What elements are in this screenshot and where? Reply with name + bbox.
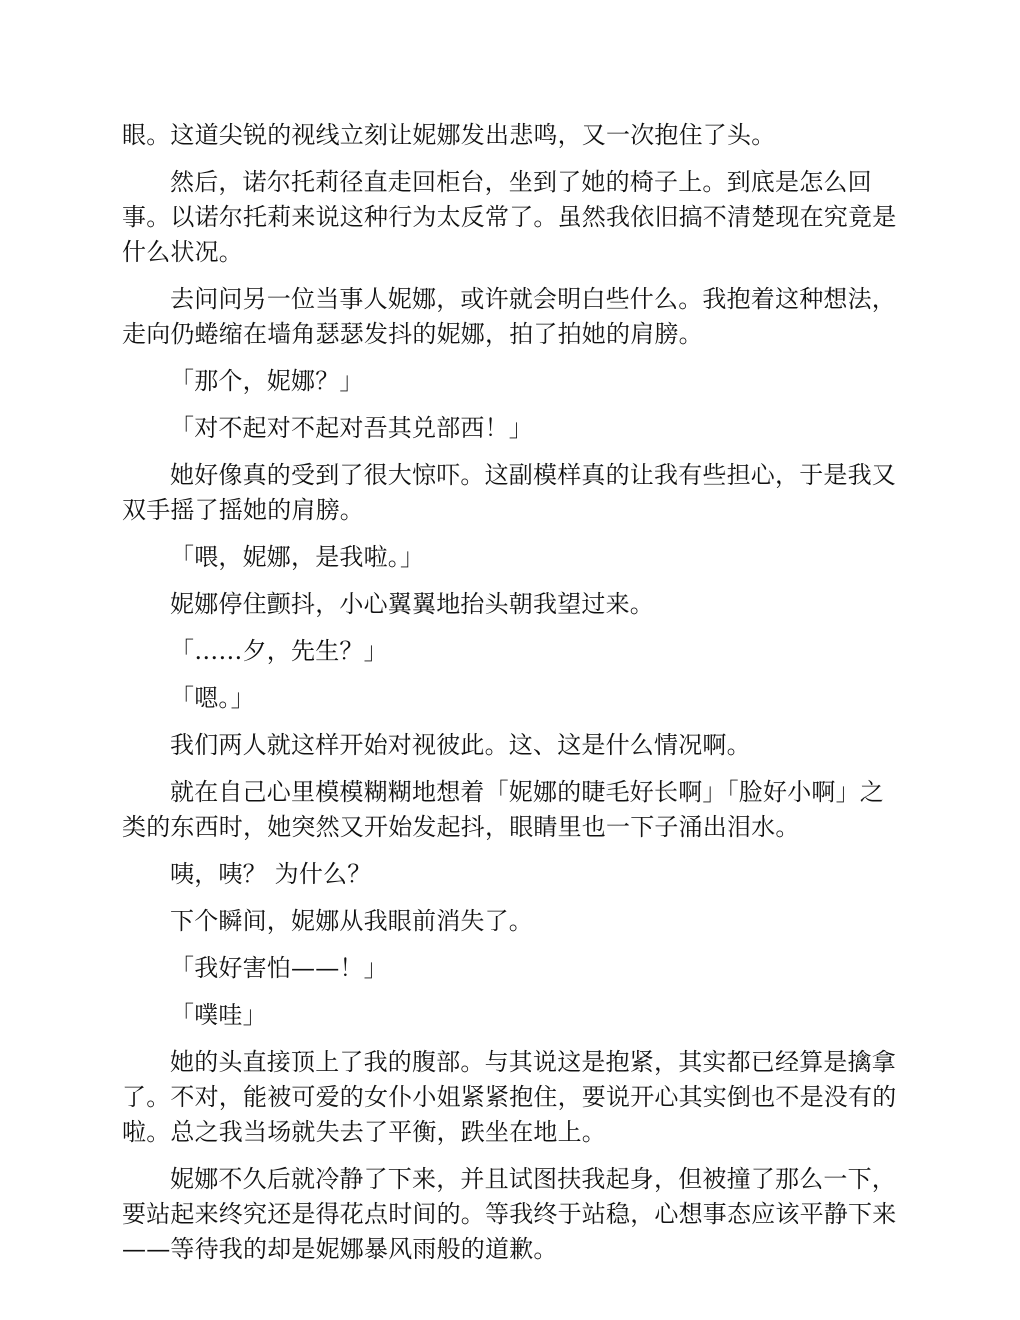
body-text	[122, 118, 898, 1279]
paragraph-18: 妮娜不久后就冷静了下来，并且试图扶我起身，但被撞了那么一下，要站起来终究还是得花点时间的。等我终于站稳，心想事态应该平静下来——等待我的却是妮娜暴风雨般的道歉。	[122, 1165, 897, 1263]
paragraph-17: 她的头直接顶上了我的腹部。与其说这是抱紧，其实都已经算是擒拿了。不对，能被可爱的女仆小姐紧紧抱住，要说开心其实倒也不是没有的啦。总之我当场就失去了平衡，跌坐在地上。	[122, 1048, 897, 1146]
paragraph-13: 咦，咦？ 为什么？	[170, 860, 372, 888]
dialogue-line: 「噗哇」	[170, 1001, 267, 1029]
paragraph-3: 去问问另一位当事人妮娜，或许就会明白些什么。我抱着这种想法，走向仍蜷缩在墙角瑟瑟发抖的妮娜，拍了拍她的肩膀。	[122, 285, 896, 348]
paragraph-6: 她好像真的受到了很大惊吓。这副模样真的让我有些担心，于是我又双手摇了摇她的肩膀。	[122, 461, 896, 524]
dialogue-line: 「我好害怕——！」	[170, 954, 388, 982]
paragraph-8: 妮娜停住颤抖，小心翼翼地抬头朝我望过来。	[170, 590, 654, 618]
paragraph-1: 眼。这道尖锐的视线立刻让妮娜发出悲鸣，又一次抱住了头。	[122, 121, 776, 149]
paragraph-2: 然后，诺尔托莉径直走回柜台，坐到了她的椅子上。到底是怎么回事。以诺尔托莉来说这种行为太反常了。虽然我依旧搞不清楚现在究竟是什么状况。	[122, 168, 897, 266]
dialogue-line: 「对不起对不起对吾其兑部西！」	[170, 414, 533, 442]
paragraph-14: 下个瞬间，妮娜从我眼前消失了。	[170, 907, 533, 935]
paragraph-11: 我们两人就这样开始对视彼此。这、这是什么情况啊。	[170, 731, 751, 759]
dialogue-line: 「那个，妮娜？」	[170, 367, 364, 395]
dialogue-line: 「嗯。」	[170, 684, 255, 712]
dialogue-line: 「……夕，先生？」	[170, 637, 388, 665]
paragraph-12: 就在自己心里模模糊糊地想着「妮娜的睫毛好长啊」「脸好小啊」之类的东西时，她突然又开始发起抖，眼睛里也一下子涌出泪水。	[122, 778, 884, 841]
dialogue-line: 「喂，妮娜，是我啦。」	[170, 543, 425, 571]
